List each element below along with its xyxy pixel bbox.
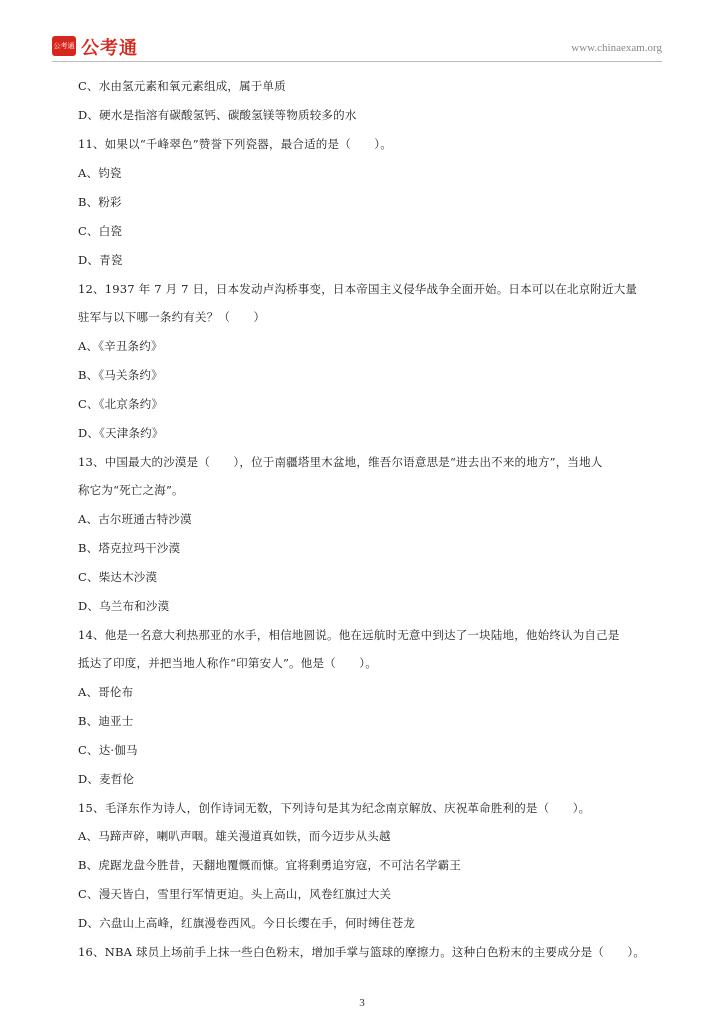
question-line: 14、他是一名意大利热那亚的水手，相信地圆说。他在远航时无意中到达了一块陆地，他始终认为自己是 [78,628,620,642]
option-line: C、柴达木沙漠 [78,570,158,584]
question-line: 12、1937 年 7 月 7 日，日本发动卢沟桥事变，日本帝国主义侵华战争全面开始。日本可以在北京附近大量 [78,282,638,296]
question-line: 称它为“死亡之海”。 [78,483,184,497]
option-line: D、青瓷 [78,253,123,267]
option-line: C、达·伽马 [78,743,138,757]
question-line: 11、如果以“千峰翠色”赞誉下列瓷器，最合适的是（ ）。 [78,137,392,151]
logo-text: 公考通 [81,38,138,59]
option-line: C、水由氢元素和氧元素组成，属于单质 [78,79,286,93]
option-line: A、哥伦布 [78,685,134,699]
document-body [78,78,668,960]
page-number: 3 [359,997,365,1009]
option-line: B、粉彩 [78,195,122,209]
option-line: A、马蹄声碎，喇叭声咽。雄关漫道真如铁，而今迈步从头越 [78,829,391,843]
option-line: D、六盘山上高峰，红旗漫卷西风。今日长缨在手，何时缚住苍龙 [78,916,416,930]
option-line: A、钧瓷 [78,166,122,180]
site-url[interactable]: www.chinaexam.org [571,42,662,54]
question-line: 13、中国最大的沙漠是（ ），位于南疆塔里木盆地，维吾尔语意思是“进去出不来的地方”，当地人 [78,455,603,469]
option-line: B、虎踞龙盘今胜昔，天翻地覆慨而慷。宜将剩勇追穷寇，不可沽名学霸王 [78,858,462,872]
question-line: 抵达了印度，并把当地人称作“印第安人”。他是（ ）。 [78,656,377,670]
option-line: B、塔克拉玛干沙漠 [78,541,181,555]
option-line: C、白瓷 [78,224,123,238]
option-line: D、麦哲伦 [78,772,135,786]
option-line: A、古尔班通古特沙漠 [78,512,192,526]
question-line: 16、NBA 球员上场前手上抹一些白色粉末，增加手掌与篮球的摩擦力。这种白色粉末的主要成分是（ ）。 [78,945,646,959]
option-line: D、《天津条约》 [78,426,164,440]
page-header [52,34,662,64]
logo-icon: 公考通 [52,36,76,56]
option-line: D、硬水是指溶有碳酸氢钙、碳酸氢镁等物质较多的水 [78,108,357,122]
question-line: 15、毛泽东作为诗人，创作诗词无数，下列诗句是其为纪念南京解放、庆祝革命胜利的是（ ）。 [78,801,591,815]
header-divider [52,61,662,62]
option-line: C、漫天皆白，雪里行军情更迫。头上高山，风卷红旗过大关 [78,887,392,901]
option-line: D、乌兰布和沙漠 [78,599,170,613]
option-line: A、《辛丑条约》 [78,339,163,353]
option-line: C、《北京条约》 [78,397,164,411]
option-line: B、迪亚士 [78,714,134,728]
question-line: 驻军与以下哪一条约有关？（ ） [78,310,266,324]
option-line: B、《马关条约》 [78,368,163,382]
